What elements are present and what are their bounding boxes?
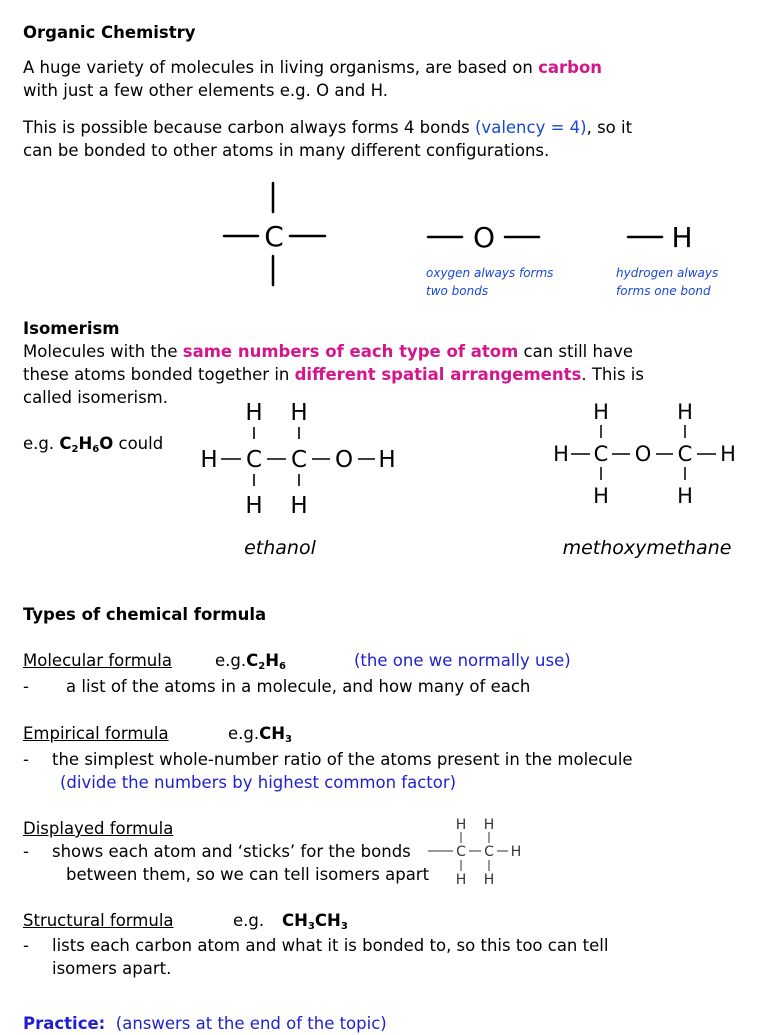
svg-text:H: H [290, 493, 308, 519]
formula-h: H [265, 651, 280, 670]
dash: - [23, 750, 29, 769]
eg-text: e.g. [215, 651, 247, 670]
practice-label: Practice: [23, 1014, 106, 1033]
structural-desc-text: lists each carbon atom and what it is bonded to, so this too can tell [52, 936, 609, 955]
structural-title: Structural formula [23, 911, 174, 930]
formula-sub: 6 [279, 661, 286, 672]
svg-text:H: H [483, 872, 495, 888]
eg-text: e.g. [228, 724, 260, 743]
svg-text:H: H [455, 817, 467, 833]
isomerism-highlight: different spatial arrangements [294, 365, 582, 384]
molecular-note: (the one we normally use) [354, 651, 571, 670]
svg-text:O: O [334, 447, 354, 473]
intro-line-2: with just a few other elements e.g. O and H. [23, 81, 388, 100]
displayed-desc-text: shows each atom and ‘sticks’ for the bonds [52, 842, 411, 861]
svg-text:H: H [510, 844, 522, 860]
svg-text:H: H [677, 484, 693, 508]
svg-text:H: H [483, 817, 495, 833]
dash: - [23, 842, 29, 861]
isomerism-text: can still have [523, 342, 633, 361]
formula-c: C [59, 434, 72, 453]
isomerism-line-3: called isomerism. [23, 388, 169, 407]
formula-ch: CH [282, 911, 308, 930]
svg-text:H: H [593, 400, 609, 424]
svg-text:H: H [593, 484, 609, 508]
ethanol-label: ethanol [244, 537, 316, 559]
intro-text: A huge variety of molecules in living organisms, are based on [23, 58, 533, 77]
svg-text:C: C [245, 447, 263, 473]
hydrogen-atom: H [671, 221, 693, 254]
svg-text:H: H [200, 447, 218, 473]
displayed-desc-2: between them, so we can tell isomers apart [66, 865, 430, 884]
oxygen-note: two bonds [426, 284, 489, 298]
svg-text:C: C [677, 442, 693, 466]
oxygen-atom: O [472, 221, 496, 254]
isomerism-highlight: same numbers of each type of atom [182, 342, 519, 361]
empirical-desc-text: the simplest whole-number ratio of the atoms present in the molecule [52, 750, 633, 769]
intro-text: , so it [586, 118, 633, 137]
molecular-desc-text: a list of the atoms in a molecule, and how many of each [66, 677, 531, 696]
example-text: could [113, 434, 164, 453]
svg-text:H: H [378, 447, 396, 473]
dash: - [23, 677, 29, 696]
structural-desc [23, 934, 609, 957]
isomerism-text: these atoms bonded together in [23, 365, 290, 384]
svg-text:H: H [245, 400, 263, 426]
dash: - [23, 936, 29, 955]
example-text: e.g. [23, 434, 60, 453]
svg-text:H: H [245, 493, 263, 519]
formula-h: H [78, 434, 93, 453]
formula-types-heading: Types of chemical formula [23, 605, 267, 624]
molecular-title: Molecular formula [23, 651, 172, 670]
methoxymethane-label: methoxymethane [562, 537, 732, 559]
page-title: Organic Chemistry [23, 23, 196, 42]
formula-ch: CH [259, 724, 286, 743]
formula-sub: 2 [71, 444, 79, 455]
structural-line [23, 909, 348, 932]
formula-sub: 2 [258, 661, 266, 672]
oxygen-note: oxygen always forms [426, 266, 554, 280]
svg-text:O: O [634, 442, 652, 466]
valency-note: (valency = 4) [475, 118, 587, 137]
hydrogen-note: forms one bond [616, 284, 711, 298]
svg-text:H: H [455, 872, 467, 888]
formula-sub: 3 [340, 921, 348, 932]
empirical-note: (divide the numbers by highest common factor) [60, 773, 457, 792]
carbon-atom: C [264, 220, 284, 253]
svg-text:C: C [484, 844, 494, 860]
formula-o: O [99, 434, 114, 453]
isomerism-text: . This is [581, 365, 644, 384]
intro-line-4: can be bonded to other atoms in many different configurations. [23, 141, 550, 160]
displayed-title: Displayed formula [23, 819, 174, 838]
formula-sub: 3 [285, 734, 293, 745]
empirical-title: Empirical formula [23, 724, 169, 743]
svg-text:C: C [456, 844, 466, 860]
formula-ch: CH [314, 911, 341, 930]
svg-text:H: H [720, 442, 736, 466]
structural-eg: e.g. [233, 911, 265, 930]
svg-text:H: H [553, 442, 569, 466]
structural-desc-2: isomers apart. [52, 959, 172, 978]
practice-note: (answers at the end of the topic) [115, 1014, 387, 1033]
svg-text:H: H [677, 400, 693, 424]
formula-c: C [246, 651, 259, 670]
intro-text: This is possible because carbon always forms 4 bonds [23, 118, 470, 137]
carbon-highlight: carbon [538, 58, 603, 77]
isomerism-text: Molecules with the [23, 342, 178, 361]
formula-sub: 6 [92, 444, 100, 455]
formula-sub: 3 [307, 921, 315, 932]
structural-example [282, 909, 348, 932]
isomerism-heading: Isomerism [23, 319, 120, 338]
svg-text:C: C [593, 442, 609, 466]
svg-text:C: C [290, 447, 308, 473]
svg-text:H: H [290, 400, 308, 426]
hydrogen-note: hydrogen always [616, 266, 719, 280]
